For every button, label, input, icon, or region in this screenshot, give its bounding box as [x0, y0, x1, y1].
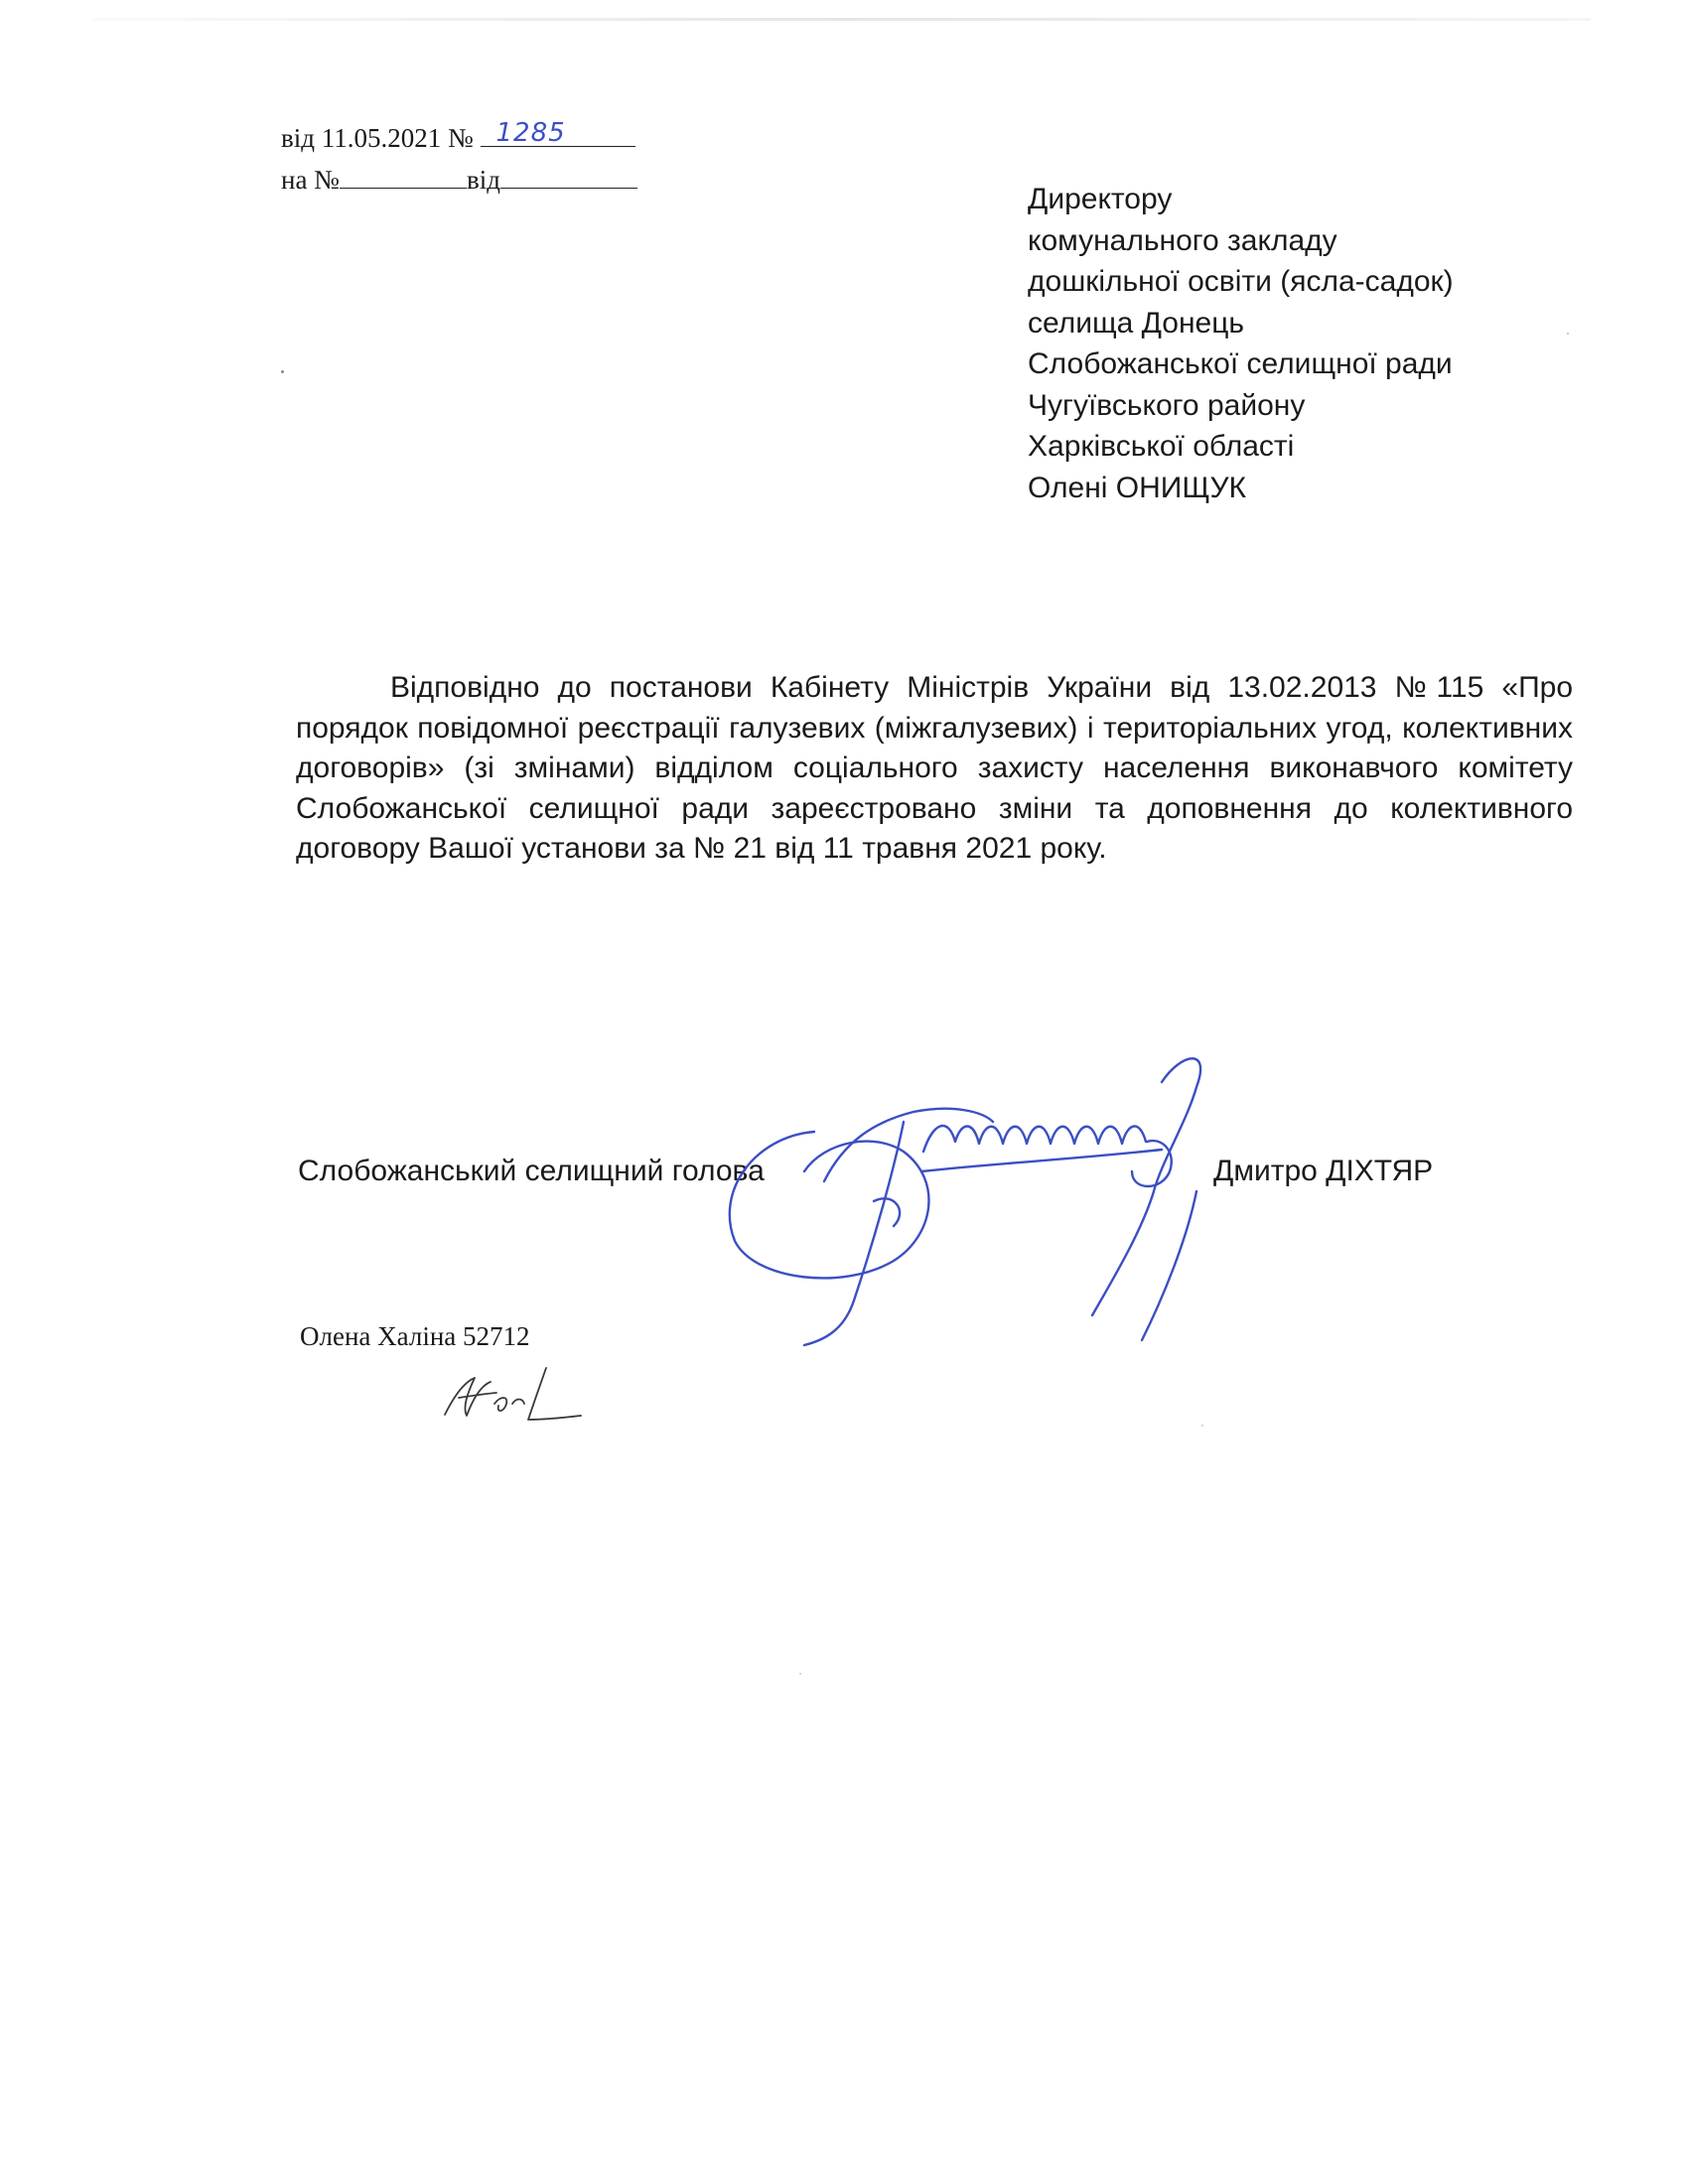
executor-initials [437, 1360, 586, 1430]
addressee-line: Директору [1028, 183, 1173, 215]
reply-reference-line [281, 159, 637, 201]
scan-speck [1567, 333, 1569, 335]
letter-body-paragraph: Відповідно до постанови Кабінету Міністрів України від 13.02.2013 №115 «Про порядок повідомної реєстрації галузевих (міжгалузевих) і територіальних угод, колективних договорів» (зі змінами) відділом соціального захисту населення виконавчого комітету Слобожанської селищної ради зареєстровано зміни та доповнення до колективного договору Вашої установи за № 21 від 11 травня 2021 року. [296, 671, 1573, 865]
scan-speck [799, 1673, 801, 1675]
scan-edge-shadow [91, 18, 1591, 21]
addressee-block [1028, 179, 1454, 508]
scan-speck [1201, 1425, 1203, 1427]
scan-speck [281, 370, 284, 373]
addressee-line: Слобожанської селищної ради [1028, 347, 1453, 380]
outgoing-number-handwritten: 1285 [495, 118, 566, 148]
reply-number-blank [340, 160, 467, 189]
executor-contact: Олена Халіна 52712 [300, 1321, 530, 1351]
reference-block [281, 117, 637, 201]
reply-date-label: від [466, 165, 500, 195]
addressee-line: Харківської області [1028, 430, 1295, 463]
signer-title: Слобожанський селищний голова [298, 1155, 765, 1187]
reply-date-blank [500, 160, 637, 189]
handwritten-signature [695, 1042, 1231, 1360]
outgoing-date-label: від 11.05.2021 № [281, 123, 474, 153]
addressee-line: Олені ОНИЩУК [1028, 471, 1246, 504]
signer-name: Дмитро ДІХТЯР [1213, 1155, 1434, 1187]
addressee-line: Чугуївського району [1028, 388, 1306, 422]
outgoing-reference-line [281, 117, 637, 159]
addressee-line: дошкільної освіти (ясла-садок) [1028, 265, 1454, 298]
reply-number-label: на № [281, 165, 340, 195]
addressee-line: комунального закладу [1028, 223, 1337, 257]
addressee-line: селища Донець [1028, 306, 1245, 340]
outgoing-number-field [481, 118, 635, 147]
